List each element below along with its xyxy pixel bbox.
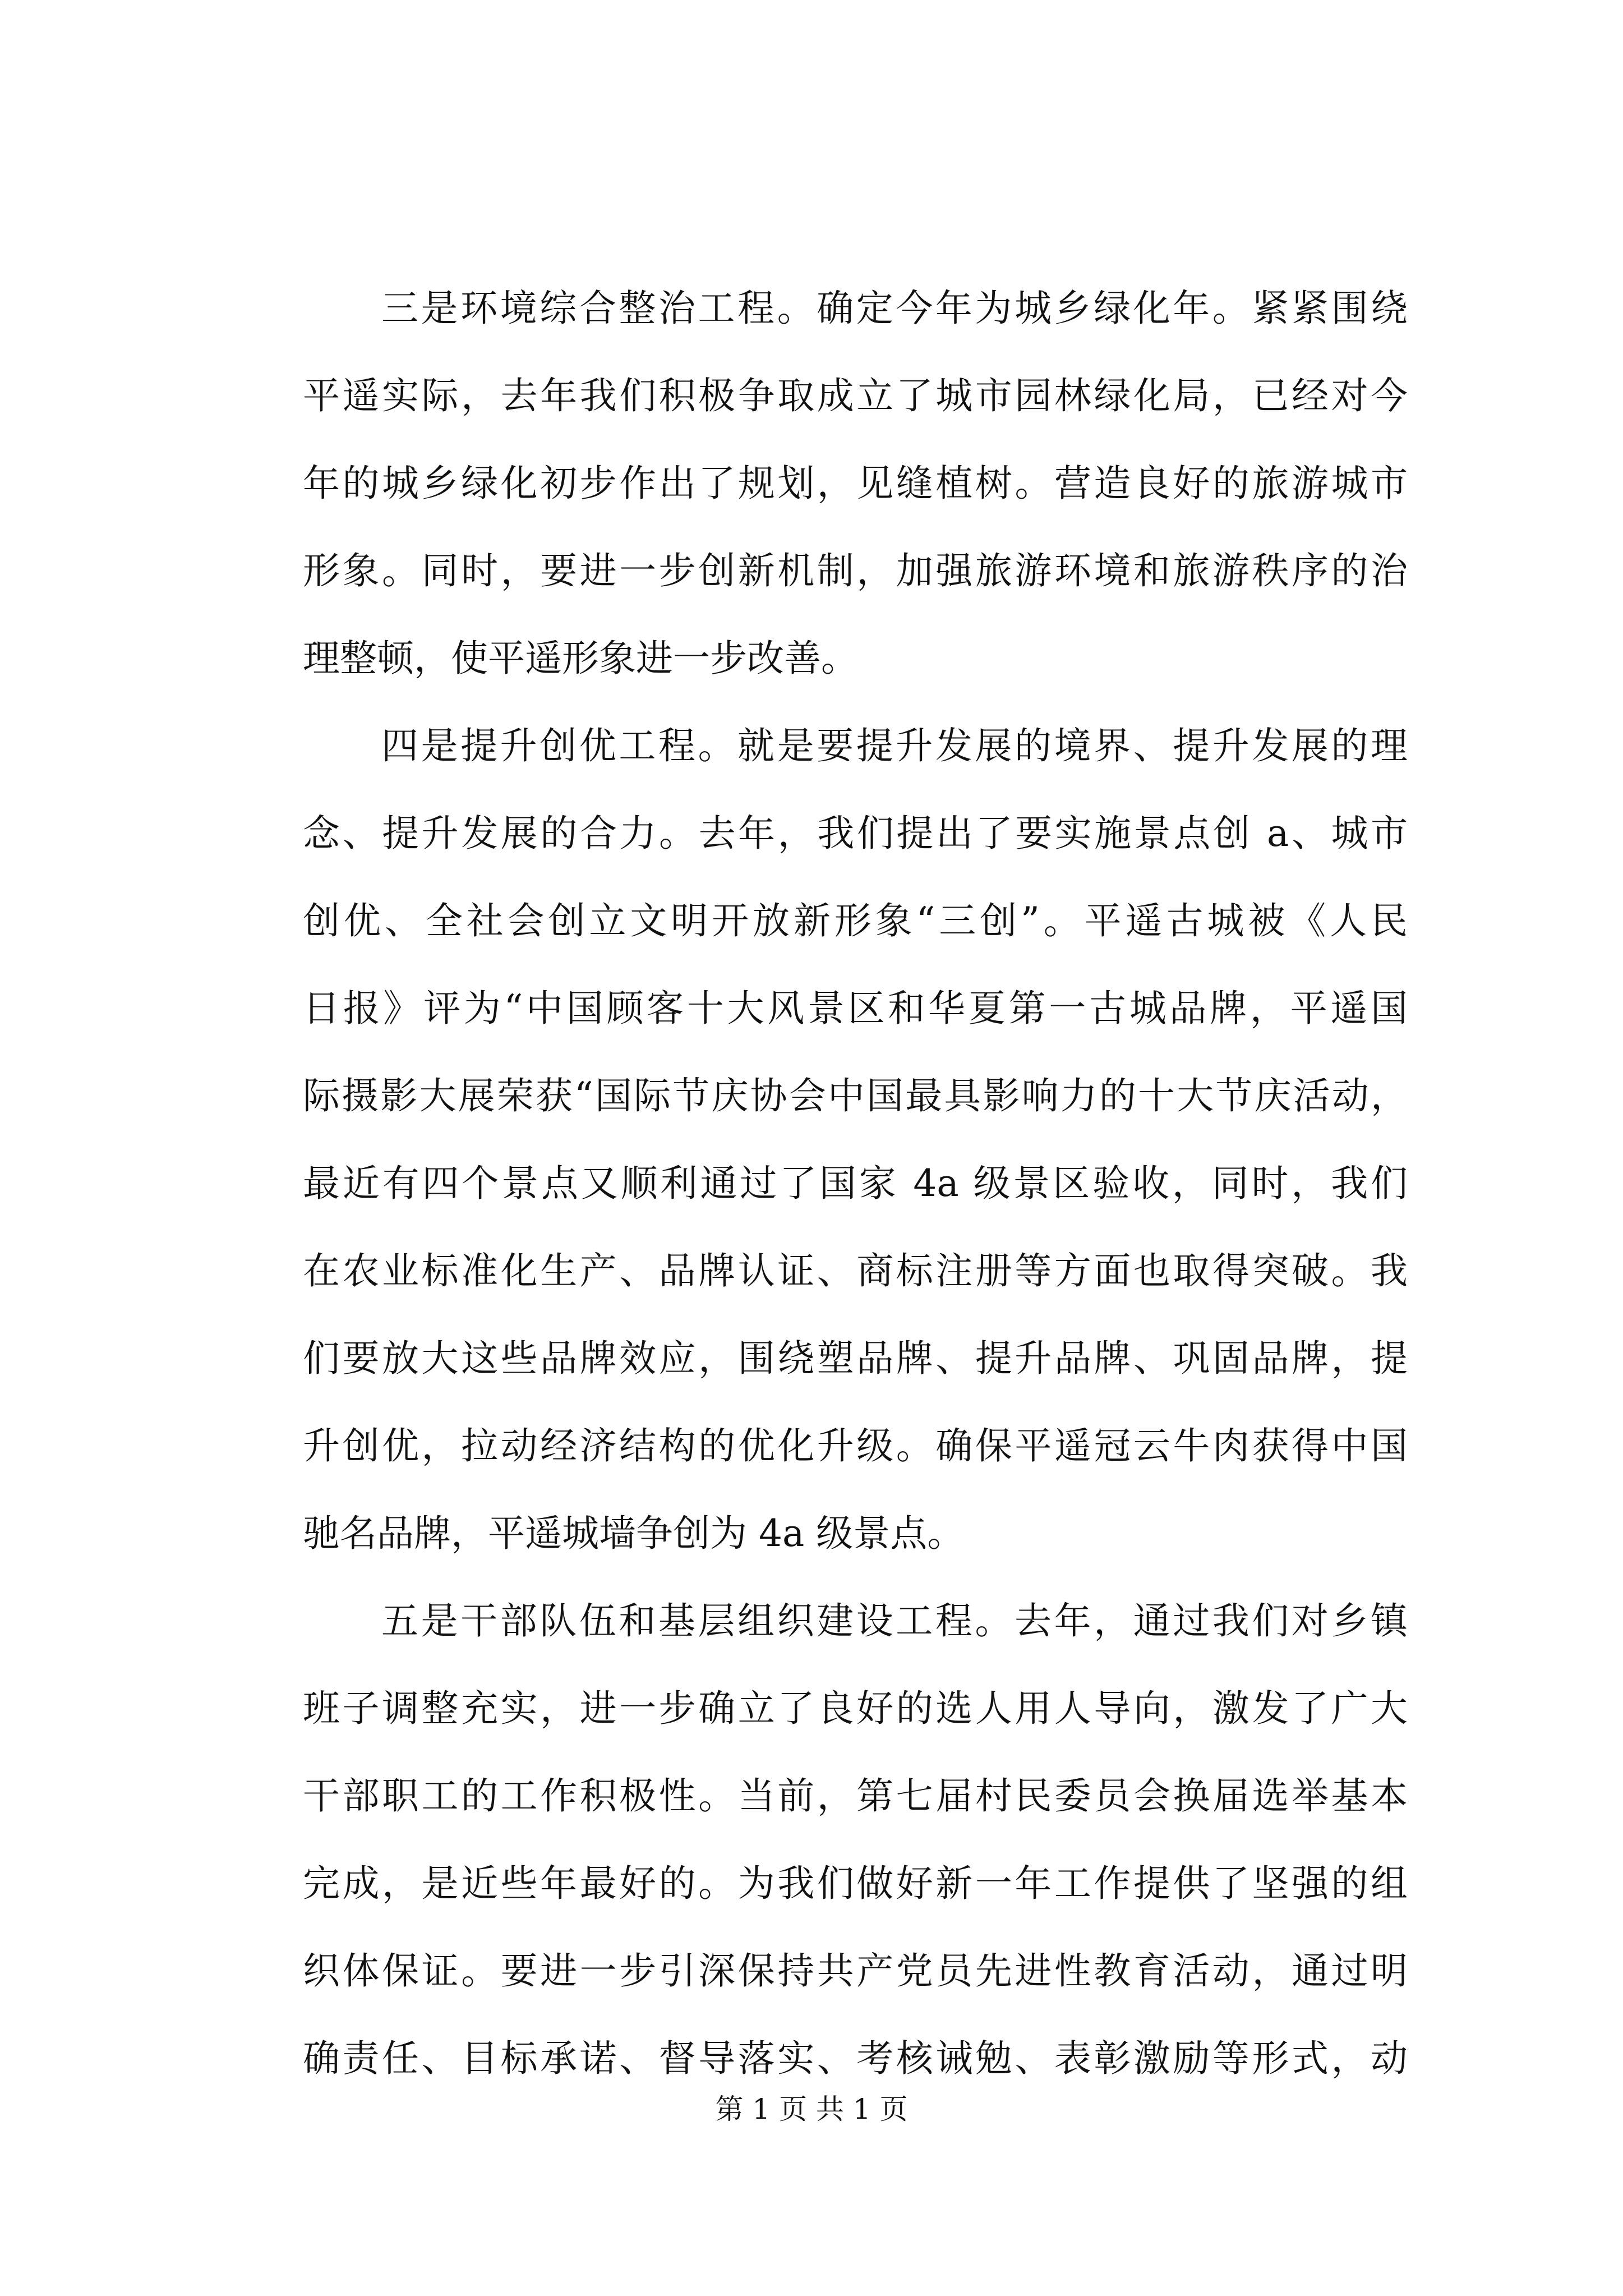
text-line: 五是干部队伍和基层组织建设工程。去年，通过我们对乡镇	[381, 1599, 1408, 1642]
text-line: 念、提升发展的合力。去年，我们提出了要实施景点创 a、城市	[303, 812, 1408, 855]
page-footer	[0, 2087, 1623, 2127]
text-line: 年的城乡绿化初步作出了规划，见缝植树。营造良好的旅游城市	[303, 462, 1408, 505]
text-line: 完成，是近些年最好的。为我们做好新一年工作提供了坚强的组	[303, 1862, 1408, 1905]
text-line: 干部职工的工作积极性。当前，第七届村民委员会换届选举基本	[303, 1774, 1408, 1818]
paragraph-cadres	[303, 1577, 1408, 2102]
text-line: 织体保证。要进一步引深保持共产党员先进性教育活动，通过明	[303, 1949, 1408, 1993]
text-line: 平遥实际，去年我们积极争取成立了城市园林绿化局，已经对今	[303, 374, 1408, 417]
text-line: 际摄影大展荣获“国际节庆协会中国最具影响力的十大节庆活动，	[303, 1074, 1408, 1117]
text-line: 日报》评为“中国顾客十大风景区和华夏第一古城品牌，平遥国	[303, 987, 1408, 1030]
document-body	[303, 265, 1408, 2102]
text-line: 理整顿，使平遥形象进一步改善。	[303, 637, 858, 680]
text-line: 确责任、目标承诺、督导落实、考核诫勉、表彰激励等形式，动	[303, 2037, 1408, 2080]
text-line: 三是环境综合整治工程。确定今年为城乡绿化年。紧紧围绕	[381, 287, 1408, 330]
paragraph-environment	[303, 265, 1408, 702]
text-line: 最近有四个景点又顺利通过了国家 4a 级景区验收，同时，我们	[303, 1162, 1408, 1205]
text-line: 四是提升创优工程。就是要提升发展的境界、提升发展的理	[381, 724, 1408, 767]
text-line: 创优、全社会创立文明开放新形象“三创”。平遥古城被《人民	[303, 899, 1408, 942]
text-line: 驰名品牌，平遥城墙争创为 4a 级景点。	[303, 1512, 965, 1555]
text-line: 在农业标准化生产、品牌认证、商标注册等方面也取得突破。我	[303, 1249, 1408, 1292]
text-line: 升创优，拉动经济结构的优化升级。确保平遥冠云牛肉获得中国	[303, 1424, 1408, 1467]
text-line: 们要放大这些品牌效应，围绕塑品牌、提升品牌、巩固品牌，提	[303, 1337, 1408, 1380]
page-indicator: 第 1 页 共 1 页	[715, 2093, 908, 2125]
text-line: 班子调整充实，进一步确立了良好的选人用人导向，激发了广大	[303, 1687, 1408, 1730]
paragraph-upgrade	[303, 702, 1408, 1577]
text-line: 形象。同时，要进一步创新机制，加强旅游环境和旅游秩序的治	[303, 549, 1408, 592]
